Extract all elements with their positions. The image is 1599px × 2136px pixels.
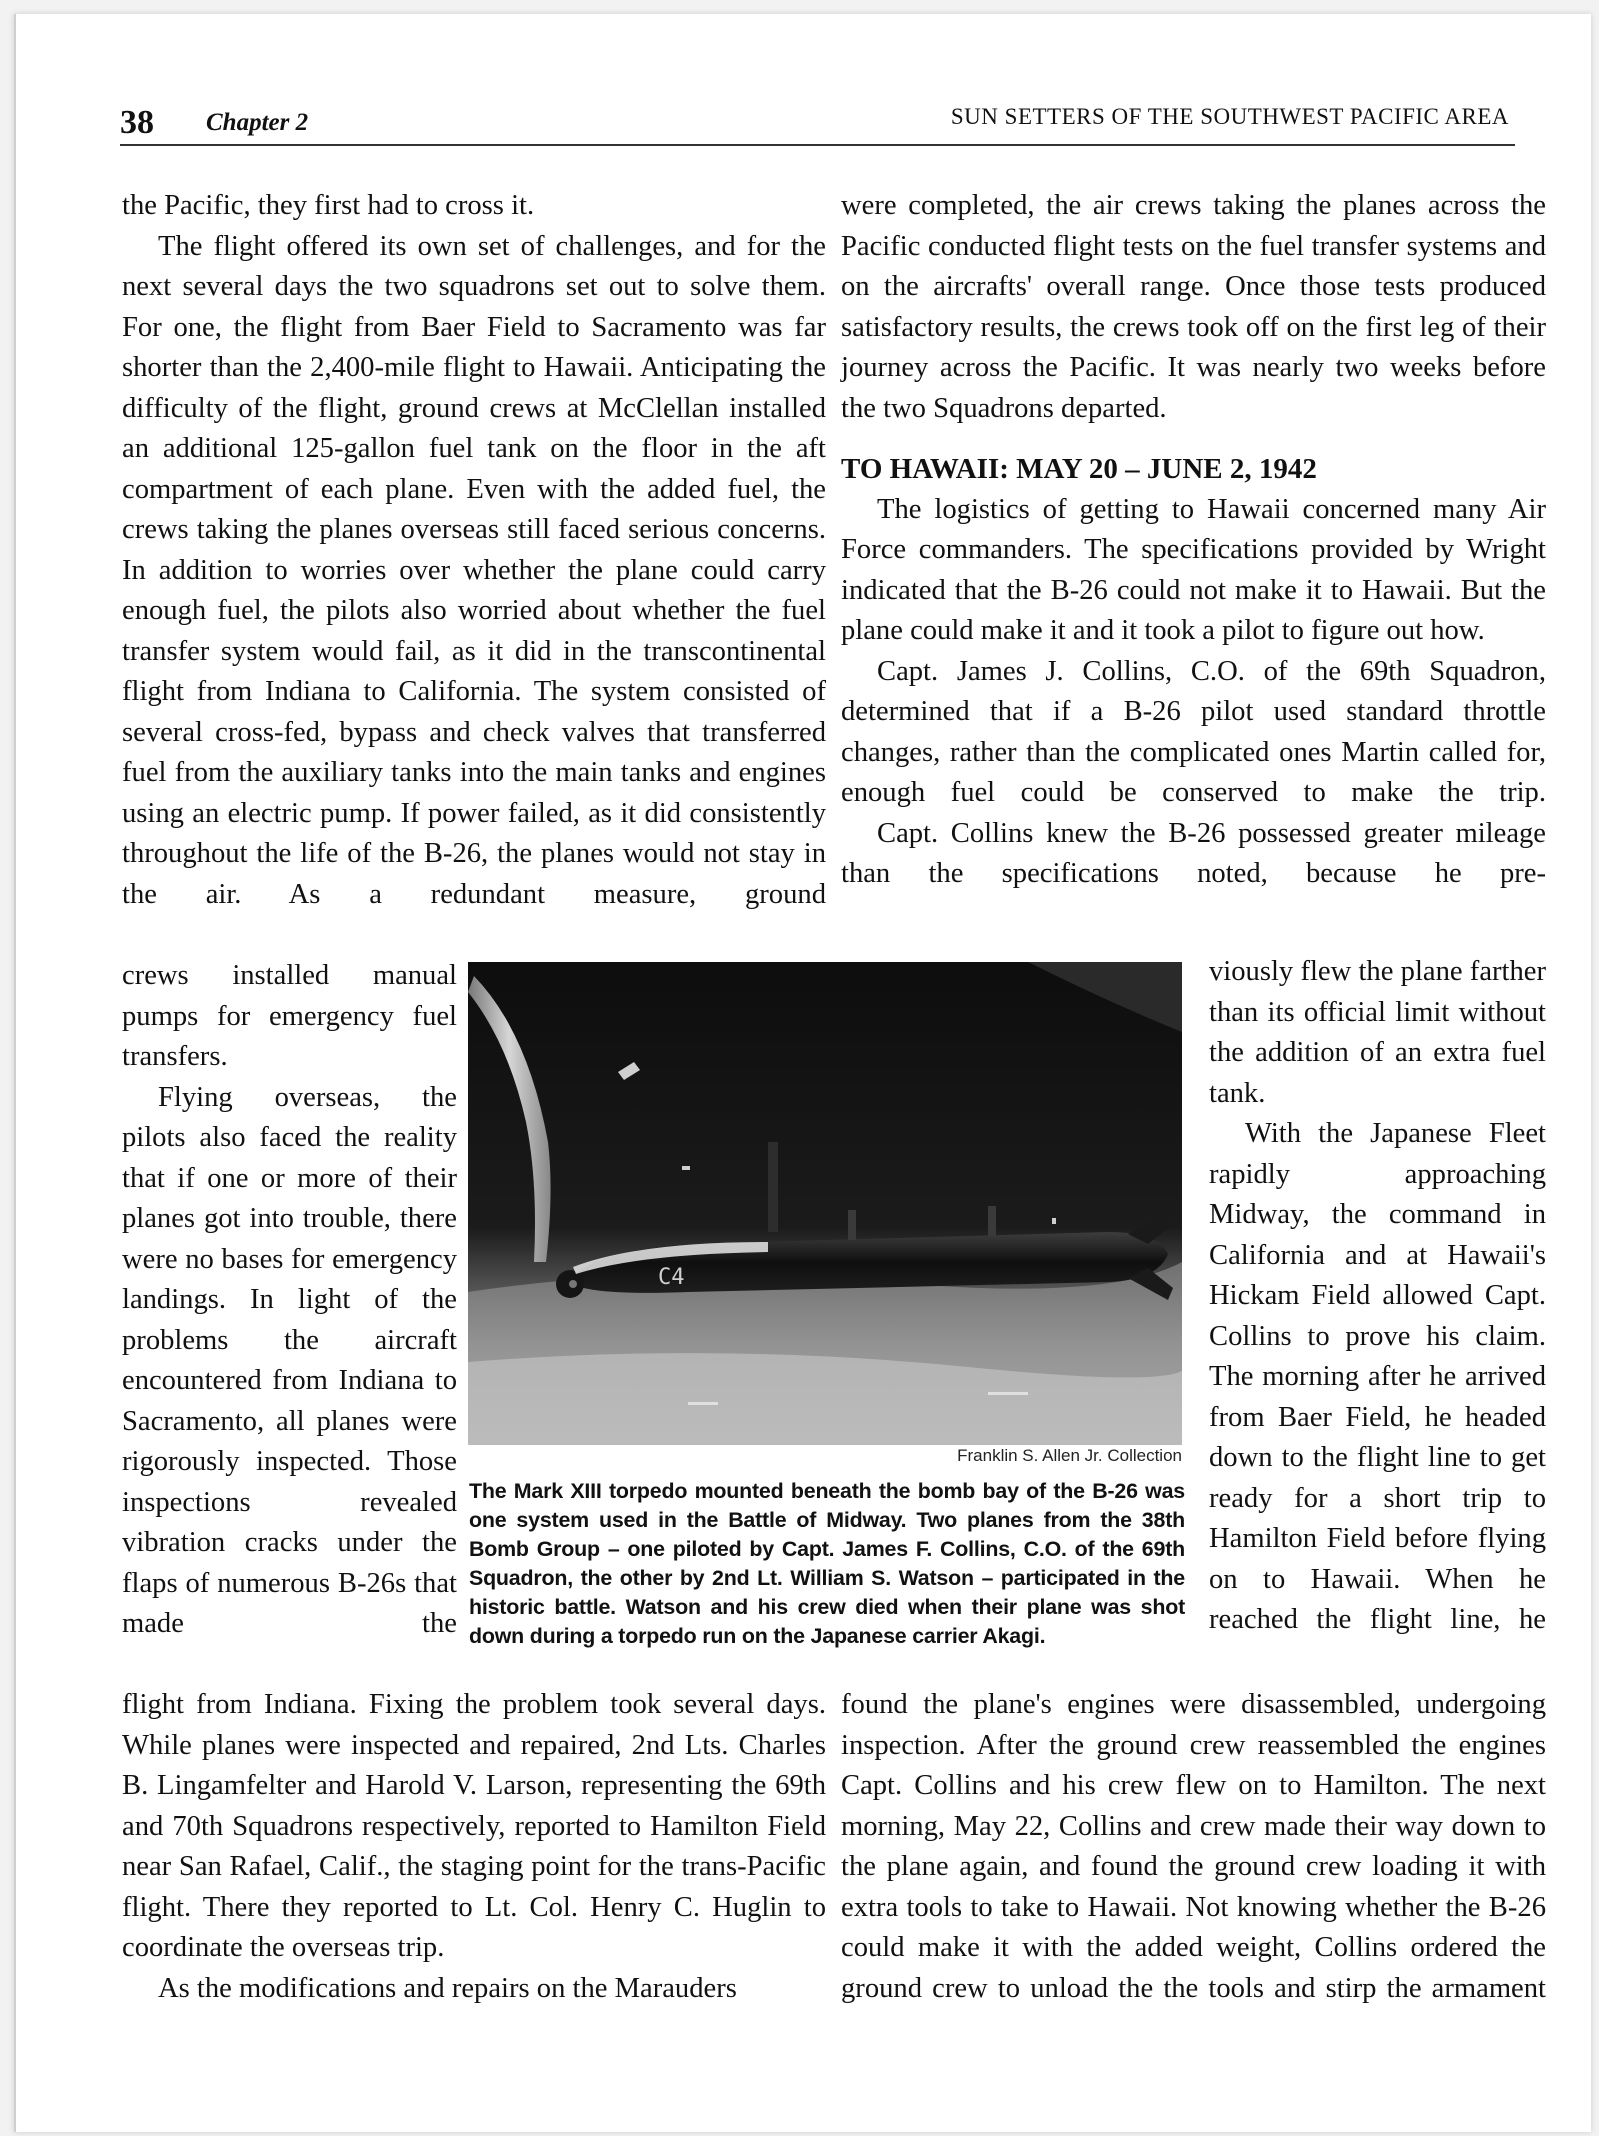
paragraph: The flight offered its own set of challenges, and for the next several days the two squadrons set out to solve them. For one, the flight from Baer Field to Sacramento was far shorter than the 2,400-mile flight to Hawaii. Anticipating the difficulty of the flight, ground crews at McClellan installed an additional 125-gallon fuel tank on the floor in the aft compartment of each plane. Even with the added fuel, the crews taking the planes overseas still faced serious concerns. In addition to worries over whether the plane could carry enough fuel, the pilots also worried about whether the fuel transfer system would fail, as it did in the transcontinental flight from Indiana to California. The system consisted of several cross-fed, bypass and check valves that transferred fuel from the auxiliary tanks into the main tanks and engines using an electric pump. If power failed, as it did consistently throughout the life of the B-26, the planes would not stay in the air. As a redundant measure, ground	[122, 230, 826, 910]
b26-torpedo-image	[468, 962, 1182, 1445]
section-heading: TO HAWAII: MAY 20 – JUNE 2, 1942	[841, 453, 1317, 485]
book-page	[14, 14, 1591, 2132]
paragraph: crews installed manual pumps for emergency fuel transfers.	[122, 960, 457, 1072]
photo-credit: Franklin S. Allen Jr. Collection	[957, 1446, 1182, 1465]
paragraph: Capt. James J. Collins, C.O. of the 69th Squadron, determined that if a B-26 pilot used standard throttle changes, rather than the complicated ones Martin called for, enough fuel could be conserved to make the trip.	[841, 655, 1546, 808]
left-narrow-column	[122, 956, 457, 1645]
header-rule	[120, 144, 1515, 146]
paragraph: were completed, the air crews taking the planes across the Pacific conducted flight tests on the fuel transfer systems and on the aircrafts' overall range. Once those tests produced satisfactory results, the crews took off on the first leg of their journey across the Pacific. It was nearly two weeks before the two Squadrons departed.	[841, 190, 1546, 424]
torpedo-photo	[468, 962, 1182, 1445]
chapter-label: Chapter 2	[206, 109, 309, 136]
paragraph: the Pacific, they first had to cross it.	[122, 190, 535, 221]
figure-caption: The Mark XIII torpedo mounted beneath the bomb bay of the B-26 was one system used in the Battle of Midway. Two planes from the 38th Bomb Group – one piloted by Capt. James F. Collins, C.O. of the 69th Squadron, the other by 2nd Lt. William S. Watson – participated in the historic battle. Watson and his crew died when their plane was shot down during a torpedo run on the Japanese carrier Akagi.	[469, 1479, 1185, 1648]
paragraph: As the modifications and repairs on the Marauders	[158, 1972, 737, 2004]
paragraph: The logistics of getting to Hawaii concerned many Air Force commanders. The specifications provided by Wright indicated that the B-26 could not make it to Hawaii. But the plane could make it and it took a pilot to figure out how.	[841, 493, 1546, 646]
paragraph: flight from Indiana. Fixing the problem took several days. While planes were inspected and repaired, 2nd Lts. Charles B. Lingamfelter and Harold V. Larson, representing the 69th and 70th Squadrons respectively, reported to Hamilton Field near San Rafael, Calif., the staging point for the trans-Pacific flight. There they reported to Lt. Col. Henry C. Huglin to coordinate the overseas trip.	[122, 1689, 826, 1963]
left-bottom-column	[122, 1685, 826, 2009]
right-narrow-column	[1209, 952, 1546, 1641]
paragraph: viously flew the plane farther than its official limit without the addition of an extra fuel tank.	[1209, 956, 1546, 1109]
paragraph: Flying overseas, the pilots also faced the reality that if one or more of their planes got into trouble, there were no bases for emergency landings. In light of the problems the aircraft encountered from Indiana to Sacramento, all planes were rigorously inspected. Those inspections revealed vibration cracks under the flaps of numerous B-26s that made the	[122, 1081, 457, 1639]
running-title: SUN SETTERS OF THE SOUTHWEST PACIFIC AREA	[950, 104, 1509, 129]
right-bottom-column	[841, 1685, 1546, 2009]
torpedo-marking: C4	[658, 1265, 685, 1290]
left-column	[122, 186, 826, 915]
right-column	[841, 186, 1546, 895]
page-number: 38	[120, 104, 154, 141]
paragraph: Capt. Collins knew the B-26 possessed greater mileage than the specifications noted, because he pre-	[841, 817, 1546, 889]
paragraph: found the plane's engines were disassembled, undergoing inspection. After the ground crew reassembled the engines Capt. Collins and his crew flew on to Hamilton. The next morning, May 22, Collins and crew made their way down to the plane again, and found the ground crew loading it with extra tools to take to Hawaii. Not knowing whether the B-26 could make it with the added weight, Collins ordered the ground crew to unload the the tools and stirp the armament	[841, 1689, 1546, 2004]
paragraph: With the Japanese Fleet rapidly approaching Midway, the command in California and at Hawaii's Hickam Field allowed Capt. Collins to prove his claim. The morning after he arrived from Baer Field, he headed down to the flight line to get ready for a short trip to Hamilton Field before flying on to Hawaii. When he reached the flight line, he	[1209, 1118, 1546, 1635]
